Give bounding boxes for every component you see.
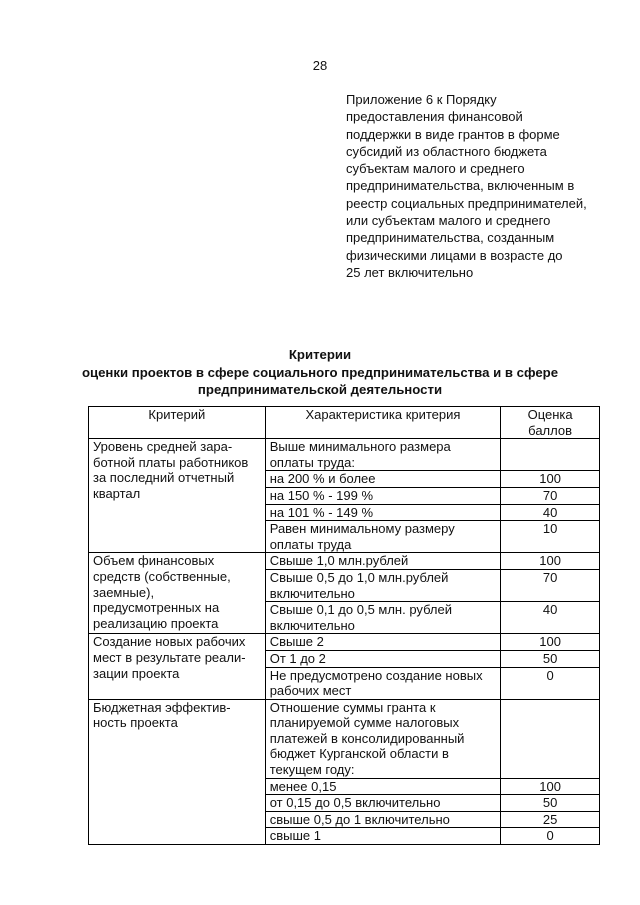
criterion-cell: Уровень средней зара-ботной платы работников за последний отчетный квартал xyxy=(89,439,266,553)
header-characteristic: Характеристика критерия xyxy=(265,407,501,439)
criteria-table xyxy=(88,406,600,845)
score-cell xyxy=(501,699,600,778)
document-title xyxy=(0,346,640,399)
appendix-line: субсидий из областного бюджета xyxy=(346,143,547,159)
table-row xyxy=(89,553,600,570)
characteristic-cell: от 0,15 до 0,5 включительно xyxy=(265,795,501,812)
appendix-line: Приложение 6 к Порядку xyxy=(346,92,497,107)
score-cell: 70 xyxy=(501,487,600,504)
characteristic-cell: на 200 % и более xyxy=(265,471,501,488)
appendix-line: или субъектам малого и среднего xyxy=(346,213,551,229)
characteristic-cell: Не предусмотрено создание новых рабочих мест xyxy=(265,667,501,699)
score-cell: 40 xyxy=(501,504,600,521)
title-line: оценки проектов в сфере социального предпринимательства и в сфере xyxy=(81,364,559,380)
score-cell: 70 xyxy=(501,569,600,601)
appendix-line: 25 лет включительно xyxy=(346,264,474,280)
characteristic-cell: менее 0,15 xyxy=(265,778,501,795)
score-cell: 10 xyxy=(501,521,600,553)
appendix-line: физическими лицами в возрасте до xyxy=(346,247,563,263)
characteristic-cell: на 150 % - 199 % xyxy=(265,487,501,504)
appendix-line: предпринимательства, включенным в xyxy=(346,178,575,194)
score-cell: 50 xyxy=(501,795,600,812)
characteristic-cell: Свыше 0,5 до 1,0 млн.рублей включительно xyxy=(265,569,501,601)
table-row xyxy=(89,439,600,471)
characteristic-cell: Отношение суммы гранта к планируемой сумме налоговых платежей в консолидированный бюджет Курганской области в текущем году: xyxy=(265,699,501,778)
score-cell: 100 xyxy=(501,634,600,651)
page-number: 28 xyxy=(312,58,328,73)
score-cell: 100 xyxy=(501,778,600,795)
score-cell xyxy=(501,439,600,471)
table-header-row xyxy=(89,407,600,439)
appendix-line: субъектам малого и среднего xyxy=(346,161,525,177)
header-criterion: Критерий xyxy=(89,407,266,439)
criterion-cell: Создание новых рабочих мест в результате реали-зации проекта xyxy=(89,634,266,699)
characteristic-cell: Свыше 2 xyxy=(265,634,501,651)
appendix-line: предоставления финансовой xyxy=(346,109,523,125)
characteristic-cell: Свыше 1,0 млн.рублей xyxy=(265,553,501,570)
score-cell: 100 xyxy=(501,553,600,570)
characteristic-cell: свыше 1 xyxy=(265,828,501,845)
characteristic-cell: Выше минимального размера оплаты труда: xyxy=(265,439,501,471)
score-cell: 40 xyxy=(501,602,600,634)
score-cell: 50 xyxy=(501,650,600,667)
header-score: Оценка баллов xyxy=(501,407,600,439)
title-line: Критерии xyxy=(288,347,352,362)
characteristic-cell: Равен минимальному размеру оплаты труда xyxy=(265,521,501,553)
criterion-cell: Бюджетная эффектив-ность проекта xyxy=(89,699,266,844)
score-cell: 0 xyxy=(501,667,600,699)
appendix-note xyxy=(346,91,626,281)
characteristic-cell: От 1 до 2 xyxy=(265,650,501,667)
score-cell: 0 xyxy=(501,828,600,845)
appendix-line: предпринимательства, созданным xyxy=(346,230,555,246)
table-row xyxy=(89,699,600,778)
appendix-line: поддержки в виде грантов в форме xyxy=(346,126,560,142)
title-line: предпринимательской деятельности xyxy=(197,382,443,397)
table-row xyxy=(89,634,600,651)
criterion-cell: Объем финансовых средств (собственные, заемные), предусмотренных на реализацию проекта xyxy=(89,553,266,634)
characteristic-cell: на 101 % - 149 % xyxy=(265,504,501,521)
score-cell: 25 xyxy=(501,811,600,828)
score-cell: 100 xyxy=(501,471,600,488)
characteristic-cell: свыше 0,5 до 1 включительно xyxy=(265,811,501,828)
appendix-line: реестр социальных предпринимателей, xyxy=(346,195,587,211)
characteristic-cell: Свыше 0,1 до 0,5 млн. рублей включительно xyxy=(265,602,501,634)
